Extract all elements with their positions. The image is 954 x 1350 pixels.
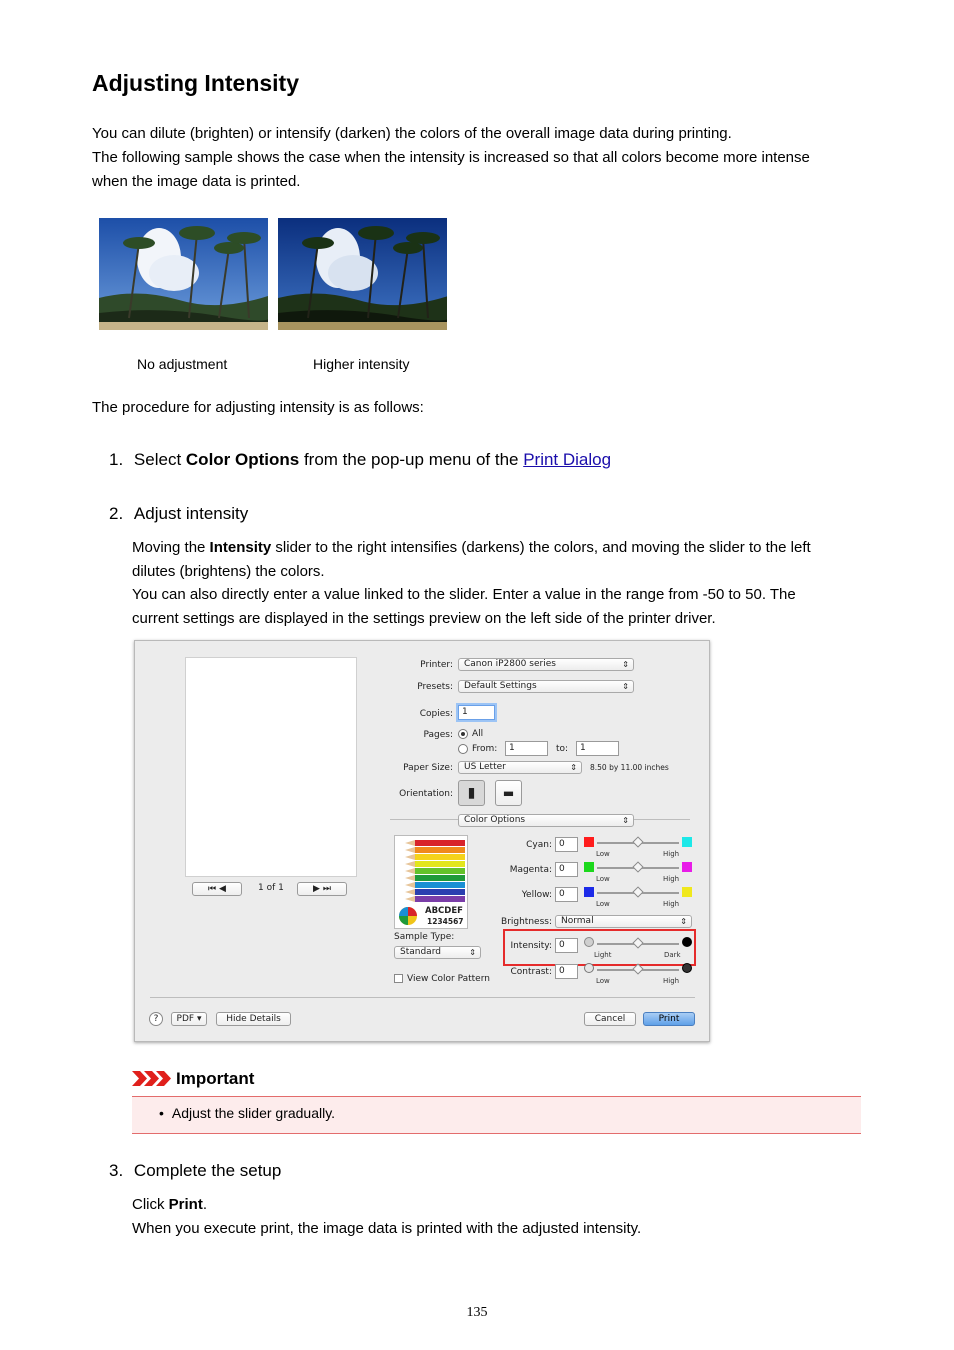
contrast-low: Low (596, 977, 610, 985)
step-2-p1-pre: Moving the (132, 539, 210, 556)
pages-all-label: All (472, 729, 484, 739)
step-3 (109, 1161, 281, 1181)
cancel-button[interactable]: Cancel (584, 1012, 636, 1026)
pages-all-radio[interactable] (458, 729, 468, 739)
cyan-high: High (663, 850, 680, 858)
pages-label: Pages: (423, 730, 453, 740)
panel-popup[interactable] (458, 814, 634, 827)
to-label: to: (556, 744, 569, 754)
important-bullet-text: Adjust the slider gradually. (171, 1105, 336, 1121)
contrast-label: Contrast: (510, 967, 552, 977)
cyan-slider-knob[interactable] (632, 836, 643, 847)
print-button[interactable]: Print (643, 1012, 695, 1026)
step-2-para-2-line-2: current settings are displayed in the settings preview on the left side of the printer driver. (132, 610, 716, 627)
popup-arrows-icon: ⇕ (622, 660, 629, 669)
printer-value: Canon iP2800 series (464, 659, 556, 669)
intro-line-3: when the image data is printed. (92, 173, 301, 190)
hide-details-button[interactable]: Hide Details (216, 1012, 291, 1026)
important-bullet (159, 1105, 335, 1121)
popup-arrows-icon: ⇕ (622, 682, 629, 691)
page-forward-buttons[interactable]: ▶ ⏭ (297, 882, 347, 896)
magenta-slider-knob[interactable] (632, 861, 643, 872)
step-3-number: 3. (109, 1161, 124, 1180)
intro-line-2: The following sample shows the case when the intensity is increased so that all colors become more intense (92, 149, 810, 166)
step-2-p1-post: slider to the right intensifies (darkens) the colors, and moving the slider to the left (271, 539, 811, 556)
red-swatch (584, 837, 594, 847)
popup-arrows-icon: ⇕ (680, 917, 687, 926)
help-button[interactable]: ? (149, 1012, 163, 1026)
brightness-value: Normal (561, 916, 594, 926)
cyan-label: Cyan: (526, 840, 552, 850)
cyan-swatch (682, 837, 692, 847)
paper-dimensions: 8.50 by 11.00 inches (590, 763, 669, 772)
yellow-low: Low (596, 900, 610, 908)
print-preview (185, 657, 357, 877)
yellow-label: Yellow: (521, 890, 552, 900)
intensity-input[interactable]: 0 (555, 938, 578, 953)
light-circle-icon (584, 937, 594, 947)
presets-label: Presets: (417, 682, 453, 692)
pages-from-label: From: (472, 744, 498, 754)
copies-label: Copies: (419, 709, 453, 719)
brightness-label: Brightness: (501, 917, 552, 927)
caption-higher-intensity: Higher intensity (313, 356, 410, 372)
orientation-label: Orientation: (399, 789, 453, 799)
bullet-icon: • (159, 1105, 164, 1121)
step-3-label: Complete the setup (133, 1161, 282, 1180)
sample-type-value: Standard (400, 947, 441, 957)
brightness-popup[interactable] (555, 915, 692, 928)
low-contrast-icon (584, 963, 594, 973)
popup-arrows-icon: ⇕ (570, 763, 577, 772)
yellow-slider-knob[interactable] (632, 886, 643, 897)
important-box (132, 1096, 861, 1134)
yellow-swatch (682, 887, 692, 897)
contrast-high: High (663, 977, 680, 985)
sample-text-numbers: 1234567 (427, 917, 464, 926)
step-1-bold: Color Options (185, 450, 300, 469)
sample-photo-higher-intensity (278, 218, 447, 330)
step-3-click-post: . (202, 1196, 208, 1213)
contrast-input[interactable]: 0 (555, 964, 578, 979)
step-3-click-pre: Click (132, 1196, 169, 1213)
magenta-low: Low (596, 875, 610, 883)
step-1-number: 1. (109, 450, 124, 469)
cyan-low: Low (596, 850, 610, 858)
magenta-input[interactable]: 0 (555, 862, 578, 877)
dark-circle-icon (682, 937, 692, 947)
sample-type-label: Sample Type: (394, 932, 455, 942)
landscape-icon[interactable]: ▬ (495, 780, 522, 806)
blue-swatch (584, 887, 594, 897)
page-back-buttons[interactable]: ⏮ ◀ (192, 882, 242, 896)
page-title: Adjusting Intensity (92, 70, 299, 96)
step-2-number: 2. (109, 504, 124, 523)
page-number: 135 (466, 1305, 488, 1320)
step-3-click-bold: Print (168, 1196, 203, 1213)
view-color-pattern-label: View Color Pattern (407, 974, 490, 984)
paper-size-value: US Letter (464, 762, 506, 772)
intro-line-1: You can dilute (brighten) or intensify (darken) the colors of the overall image data during printing. (92, 125, 732, 142)
step-2-para-2-line-1: You can also directly enter a value linked to the slider. Enter a value in the range from -50 to 50. The (132, 586, 796, 603)
copies-input[interactable]: 1 (458, 705, 495, 720)
view-color-pattern-checkbox[interactable] (394, 974, 403, 983)
step-2 (109, 504, 248, 524)
presets-popup[interactable] (458, 680, 634, 693)
sample-type-popup[interactable] (394, 946, 481, 959)
page-count: 1 of 1 (258, 883, 284, 893)
sample-photo-no-adjustment (99, 218, 268, 330)
yellow-high: High (663, 900, 680, 908)
bottom-separator (150, 997, 695, 998)
pages-from-radio[interactable] (458, 744, 468, 754)
important-arrows-icon (132, 1070, 174, 1092)
green-swatch (584, 862, 594, 872)
magenta-label: Magenta: (509, 865, 552, 875)
magenta-swatch (682, 862, 692, 872)
portrait-icon[interactable]: ▮ (458, 780, 485, 806)
high-contrast-icon (682, 963, 692, 973)
step-2-para-1-line-1 (132, 536, 811, 560)
step-3-line-2: When you execute print, the image data is printed with the adjusted intensity. (132, 1220, 642, 1237)
step-2-label: Adjust intensity (133, 504, 249, 523)
caption-no-adjustment: No adjustment (137, 356, 228, 372)
printer-label: Printer: (420, 660, 453, 670)
pdf-label: PDF (176, 1014, 195, 1024)
step-1-mid: from the pop-up menu of the (299, 450, 524, 469)
intensity-light: Light (594, 951, 612, 959)
panel-value: Color Options (464, 815, 526, 825)
paper-size-popup[interactable] (458, 761, 582, 774)
color-sample-preview (394, 835, 468, 929)
step-1 (109, 450, 611, 470)
procedure-text: The procedure for adjusting intensity is as follows: (92, 399, 424, 416)
pdf-button[interactable] (171, 1012, 207, 1026)
from-input[interactable]: 1 (505, 741, 548, 756)
popup-arrows-icon: ⇕ (469, 948, 476, 957)
popup-arrows-icon: ⇕ (622, 816, 629, 825)
magenta-high: High (663, 875, 680, 883)
important-heading: Important (176, 1069, 255, 1088)
step-2-p1-bold: Intensity (209, 539, 272, 556)
print-dialog (134, 640, 710, 1042)
sample-text-letters: ABCDEF (425, 906, 463, 916)
paper-size-label: Paper Size: (403, 763, 453, 773)
presets-value: Default Settings (464, 681, 537, 691)
intensity-dark: Dark (664, 951, 681, 959)
yellow-input[interactable]: 0 (555, 887, 578, 902)
step-2-para-1-line-2: dilutes (brightens) the colors. (132, 563, 325, 580)
step-1-pre: Select (133, 450, 186, 469)
to-input[interactable]: 1 (576, 741, 619, 756)
printer-popup[interactable] (458, 658, 634, 671)
print-dialog-link[interactable]: Print Dialog (523, 450, 612, 469)
intensity-label: Intensity: (510, 941, 552, 951)
cyan-input[interactable]: 0 (555, 837, 578, 852)
step-3-line-1 (132, 1193, 207, 1217)
dropdown-icon: ▾ (196, 1014, 202, 1024)
